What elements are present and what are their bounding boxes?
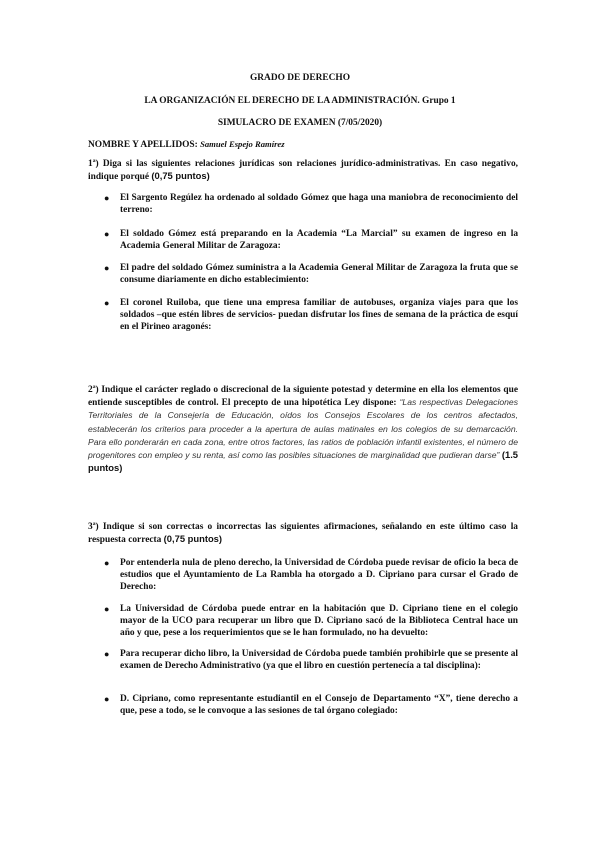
bullet-icon: ● — [104, 193, 110, 203]
question-1-item — [104, 228, 518, 252]
question-3-item — [104, 648, 518, 672]
question-2 — [88, 384, 518, 475]
question-2-text: 2ª) Indique el carácter reglado o discrecional de la siguiente potestad y determine en ella los elementos que entiende susceptibles de control. El precepto de una hipotética Ley dispone: — [88, 385, 518, 409]
bullet-icon: ● — [104, 229, 110, 239]
question-1-text: 1ª) Diga si las siguientes relaciones jurídicas son relaciones jurídico-administrativas. En caso negativo, indique porqué — [88, 159, 518, 183]
student-name-label: NOMBRE Y APELLIDOS: — [88, 140, 198, 150]
question-2-points: (1.5 puntos) — [88, 449, 519, 474]
question-3-item — [104, 557, 518, 594]
bullet-icon: ● — [104, 558, 110, 568]
question-3-item — [104, 693, 518, 717]
question-3-item-text: D. Cipriano, como representante estudiantil en el Consejo de Departamento “X”, tiene derecho a que, pese a todo, se le convoque a las sesiones de tal órgano colegiado: — [120, 694, 518, 717]
bullet-icon: ● — [104, 649, 110, 659]
question-1-item — [104, 262, 518, 286]
question-1-item-text: El padre del soldado Gómez suministra a la Academia General Militar de Zaragoza la fruta que se consume diariamente en dicho establecimiento: — [120, 263, 518, 286]
bullet-icon: ● — [104, 298, 110, 308]
course-title: LA ORGANIZACIÓN EL DERECHO DE LA ADMINISTRACIÓN. Grupo 1 — [144, 96, 456, 106]
bullet-icon: ● — [104, 604, 110, 614]
question-3-text: 3ª) Indique si son correctas o incorrectas las siguientes afirmaciones, señalando en este último caso la respuesta correcta — [88, 522, 518, 546]
question-1-item — [104, 192, 518, 216]
student-name-line — [88, 138, 285, 151]
question-1-points: (0,75 puntos) — [151, 170, 210, 182]
degree-title: GRADO DE DERECHO — [249, 73, 350, 83]
question-1-item — [104, 297, 518, 334]
question-3 — [88, 521, 518, 546]
question-1 — [88, 158, 518, 183]
student-name-value: Samuel Espejo Ramírez — [200, 139, 285, 149]
question-2-quote: “Las respectivas Delegaciones Territoriales de la Consejería de Educación, oídos los Consejos Escolares de los centros afectados, establecerán los criterios para proceder a la apertura de aulas matinales en los colegios de su demarcación. Para ello ponderarán en cada zona, entre otros factores, las ratios de población infantil existentes, el número de progenitores con empleo y su renta, así como las posibles situaciones de marginalidad que pudieran darse” — [88, 397, 518, 461]
bullet-icon: ● — [104, 263, 110, 273]
question-3-item-text: Por entenderla nula de pleno derecho, la Universidad de Córdoba puede revisar de oficio la beca de estudios que el Ayuntamiento de La Rambla ha otorgado a D. Cipriano para cursar el Grado de Derecho: — [120, 558, 518, 593]
bullet-icon: ● — [104, 694, 110, 704]
question-1-item-text: El coronel Ruiloba, que tiene una empresa familiar de autobuses, organiza viajes para que los soldados –que estén libres de servicios- puedan disfrutar los fines de semana de la práctica de esquí en el Pirineo aragonés: — [120, 298, 518, 333]
question-3-points: (0,75 puntos) — [163, 533, 223, 545]
question-1-item-text: El soldado Gómez está preparando en la Academia “La Marcial” su examen de ingreso en la Academia General Militar de Zaragoza: — [120, 229, 518, 252]
question-3-item-text: La Universidad de Córdoba puede entrar en la habitación que D. Cipriano tiene en el colegio mayor de la UCO para recuperar un libro que D. Cipriano sacó de la Biblioteca Central hace un año y que, pese a los requerimientos que se le han formulado, no ha devuelto: — [120, 604, 518, 639]
question-1-item-text: El Sargento Regúlez ha ordenado al soldado Gómez que haga una maniobra de reconocimiento del terreno: — [120, 193, 518, 216]
question-3-item-text: Para recuperar dicho libro, la Universidad de Córdoba puede también prohibirle que se presente al examen de Derecho Administrativo (ya que el libro en cuestión pertenecía a tal disciplina): — [120, 649, 518, 672]
question-3-item — [104, 603, 518, 640]
exam-title: SIMULACRO DE EXAMEN (7/05/2020) — [217, 118, 383, 128]
